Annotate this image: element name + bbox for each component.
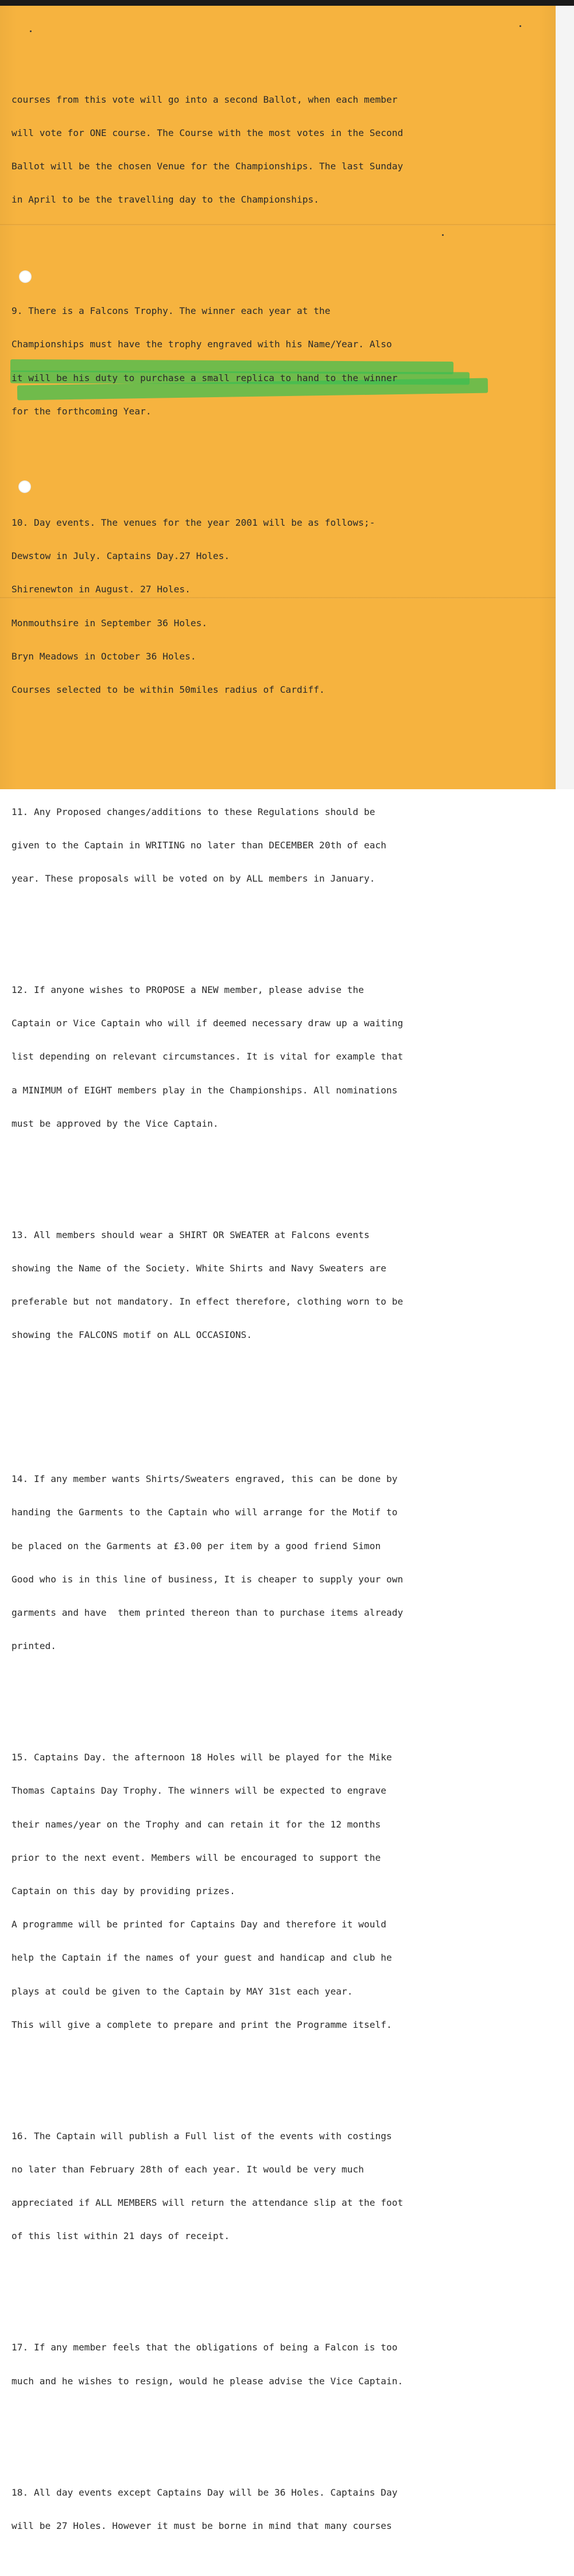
text-line: This will give a complete to prepare and print the Programme itself. — [11, 2019, 392, 2030]
text-line: Championships must have the trophy engraved with his Name/Year. Also — [11, 339, 392, 350]
text-line: in April to be the travelling day to the Championships. — [11, 194, 320, 205]
scan-right-margin — [556, 6, 574, 789]
text-line: Courses selected to be within 50miles radius of Cardiff. — [11, 684, 325, 695]
paragraph-13 — [11, 1207, 551, 1363]
text-line: Good who is in this line of business, It is cheaper to supply your own — [11, 1573, 404, 1585]
paragraph-14 — [11, 1451, 551, 1674]
text-line: for the forthcoming Year. — [11, 405, 152, 417]
text-line: much and he wishes to resign, would he please advise the Vice Captain. — [11, 2375, 404, 2387]
scan-speck — [30, 30, 32, 32]
text-line: must be approved by the Vice Captain. — [11, 1118, 219, 1129]
paragraph-10 — [11, 495, 551, 717]
text-line: Captain or Vice Captain who will if deemed necessary draw up a waiting — [11, 1018, 404, 1029]
punch-hole — [19, 270, 32, 283]
text-line: their names/year on the Trophy and can retain it for the 12 months — [11, 1818, 381, 1830]
text-line: plays at could be given to the Captain by MAY 31st each year. — [11, 1985, 353, 1997]
text-line: 17. If any member feels that the obligations of being a Falcon is too — [11, 2342, 398, 2353]
document-page — [0, 6, 556, 2531]
text-line: 11. Any Proposed changes/additions to these Regulations should be — [11, 806, 375, 817]
text-line: a MINIMUM of EIGHT members play in the Championships. All nominations — [11, 1084, 398, 1096]
paragraph-9 — [11, 283, 551, 439]
punch-hole — [18, 480, 31, 493]
text-line: courses from this vote will go into a second Ballot, when each member — [11, 94, 398, 105]
text-line: 14. If any member wants Shirts/Sweaters engraved, this can be done by — [11, 1473, 398, 1485]
regulations-text — [11, 49, 551, 2576]
text-line: will be 27 Holes. However it must be borne in mind that many courses — [11, 2520, 392, 2531]
text-line: it will be his duty to purchase a small replica to hand to the winner — [11, 372, 398, 383]
paragraph-15 — [11, 1729, 551, 2053]
text-line: prior to the next event. Members will be encouraged to support the — [11, 1852, 381, 1863]
text-line: will vote for ONE course. The Course with the most votes in the Second — [11, 127, 404, 138]
text-line: 10. Day events. The venues for the year 2001 will be as follows;- — [11, 517, 375, 528]
text-line: garments and have them printed thereon than to purchase items already — [11, 1607, 404, 1618]
text-line: 12. If anyone wishes to PROPOSE a NEW member, please advise the — [11, 984, 364, 995]
text-line: showing the Name of the Society. White Shirts and Navy Sweaters are — [11, 1263, 386, 1274]
text-line: 9. There is a Falcons Trophy. The winner each year at the — [11, 305, 331, 317]
text-line: Shirenewton in August. 27 Holes. — [11, 584, 191, 595]
paragraph-18 — [11, 2465, 551, 2554]
paragraph-17 — [11, 2320, 551, 2409]
text-line: printed. — [11, 1640, 56, 1652]
paragraph-11 — [11, 784, 551, 906]
text-line: Ballot will be the chosen Venue for the Championships. The last Sunday — [11, 161, 404, 172]
text-line: handing the Garments to the Captain who will arrange for the Motif to — [11, 1507, 398, 1518]
text-line: Monmouthsire in September 36 Holes. — [11, 617, 208, 629]
text-line: 16. The Captain will publish a Full list of the events with costings — [11, 2130, 392, 2142]
text-line: Dewstow in July. Captains Day.27 Holes. — [11, 550, 230, 562]
text-line: given to the Captain in WRITING no later than DECEMBER 20th of each — [11, 839, 386, 851]
text-line: no later than February 28th of each year. It would be very much — [11, 2164, 364, 2175]
text-line: 18. All day events except Captains Day will be 36 Holes. Captains Day — [11, 2486, 398, 2498]
text-line: list depending on relevant circumstances. It is vital for example that — [11, 1051, 404, 1062]
text-line: year. These proposals will be voted on by ALL members in January. — [11, 872, 375, 884]
paragraph-16 — [11, 2108, 551, 2264]
text-line: be placed on the Garments at £3.00 per item by a good friend Simon — [11, 1540, 381, 1551]
scan-speck — [519, 25, 521, 27]
text-line: help the Captain if the names of your guest and handicap and club he — [11, 1952, 392, 1964]
text-line: Bryn Meadows in October 36 Holes. — [11, 650, 196, 662]
text-line: showing the FALCONS motif on ALL OCCASIONS. — [11, 1329, 253, 1341]
paragraph-8-continued — [11, 72, 551, 228]
text-line: of this list within 21 days of receipt. — [11, 2230, 230, 2242]
text-line: 15. Captains Day. the afternoon 18 Holes will be played for the Mike — [11, 1752, 392, 1763]
paragraph-12 — [11, 962, 551, 1151]
text-line: 13. All members should wear a SHIRT OR SWEATER at Falcons events — [11, 1229, 370, 1240]
text-line: A programme will be printed for Captains Day and therefore it would — [11, 1919, 386, 1930]
text-line: Thomas Captains Day Trophy. The winners will be expected to engrave — [11, 1785, 386, 1797]
text-line: preferable but not mandatory. In effect therefore, clothing worn to be — [11, 1296, 404, 1308]
scan-top-edge — [0, 0, 574, 6]
text-line: Captain on this day by providing prizes. — [11, 1885, 235, 1896]
text-line: appreciated if ALL MEMBERS will return the attendance slip at the foot — [11, 2197, 404, 2209]
